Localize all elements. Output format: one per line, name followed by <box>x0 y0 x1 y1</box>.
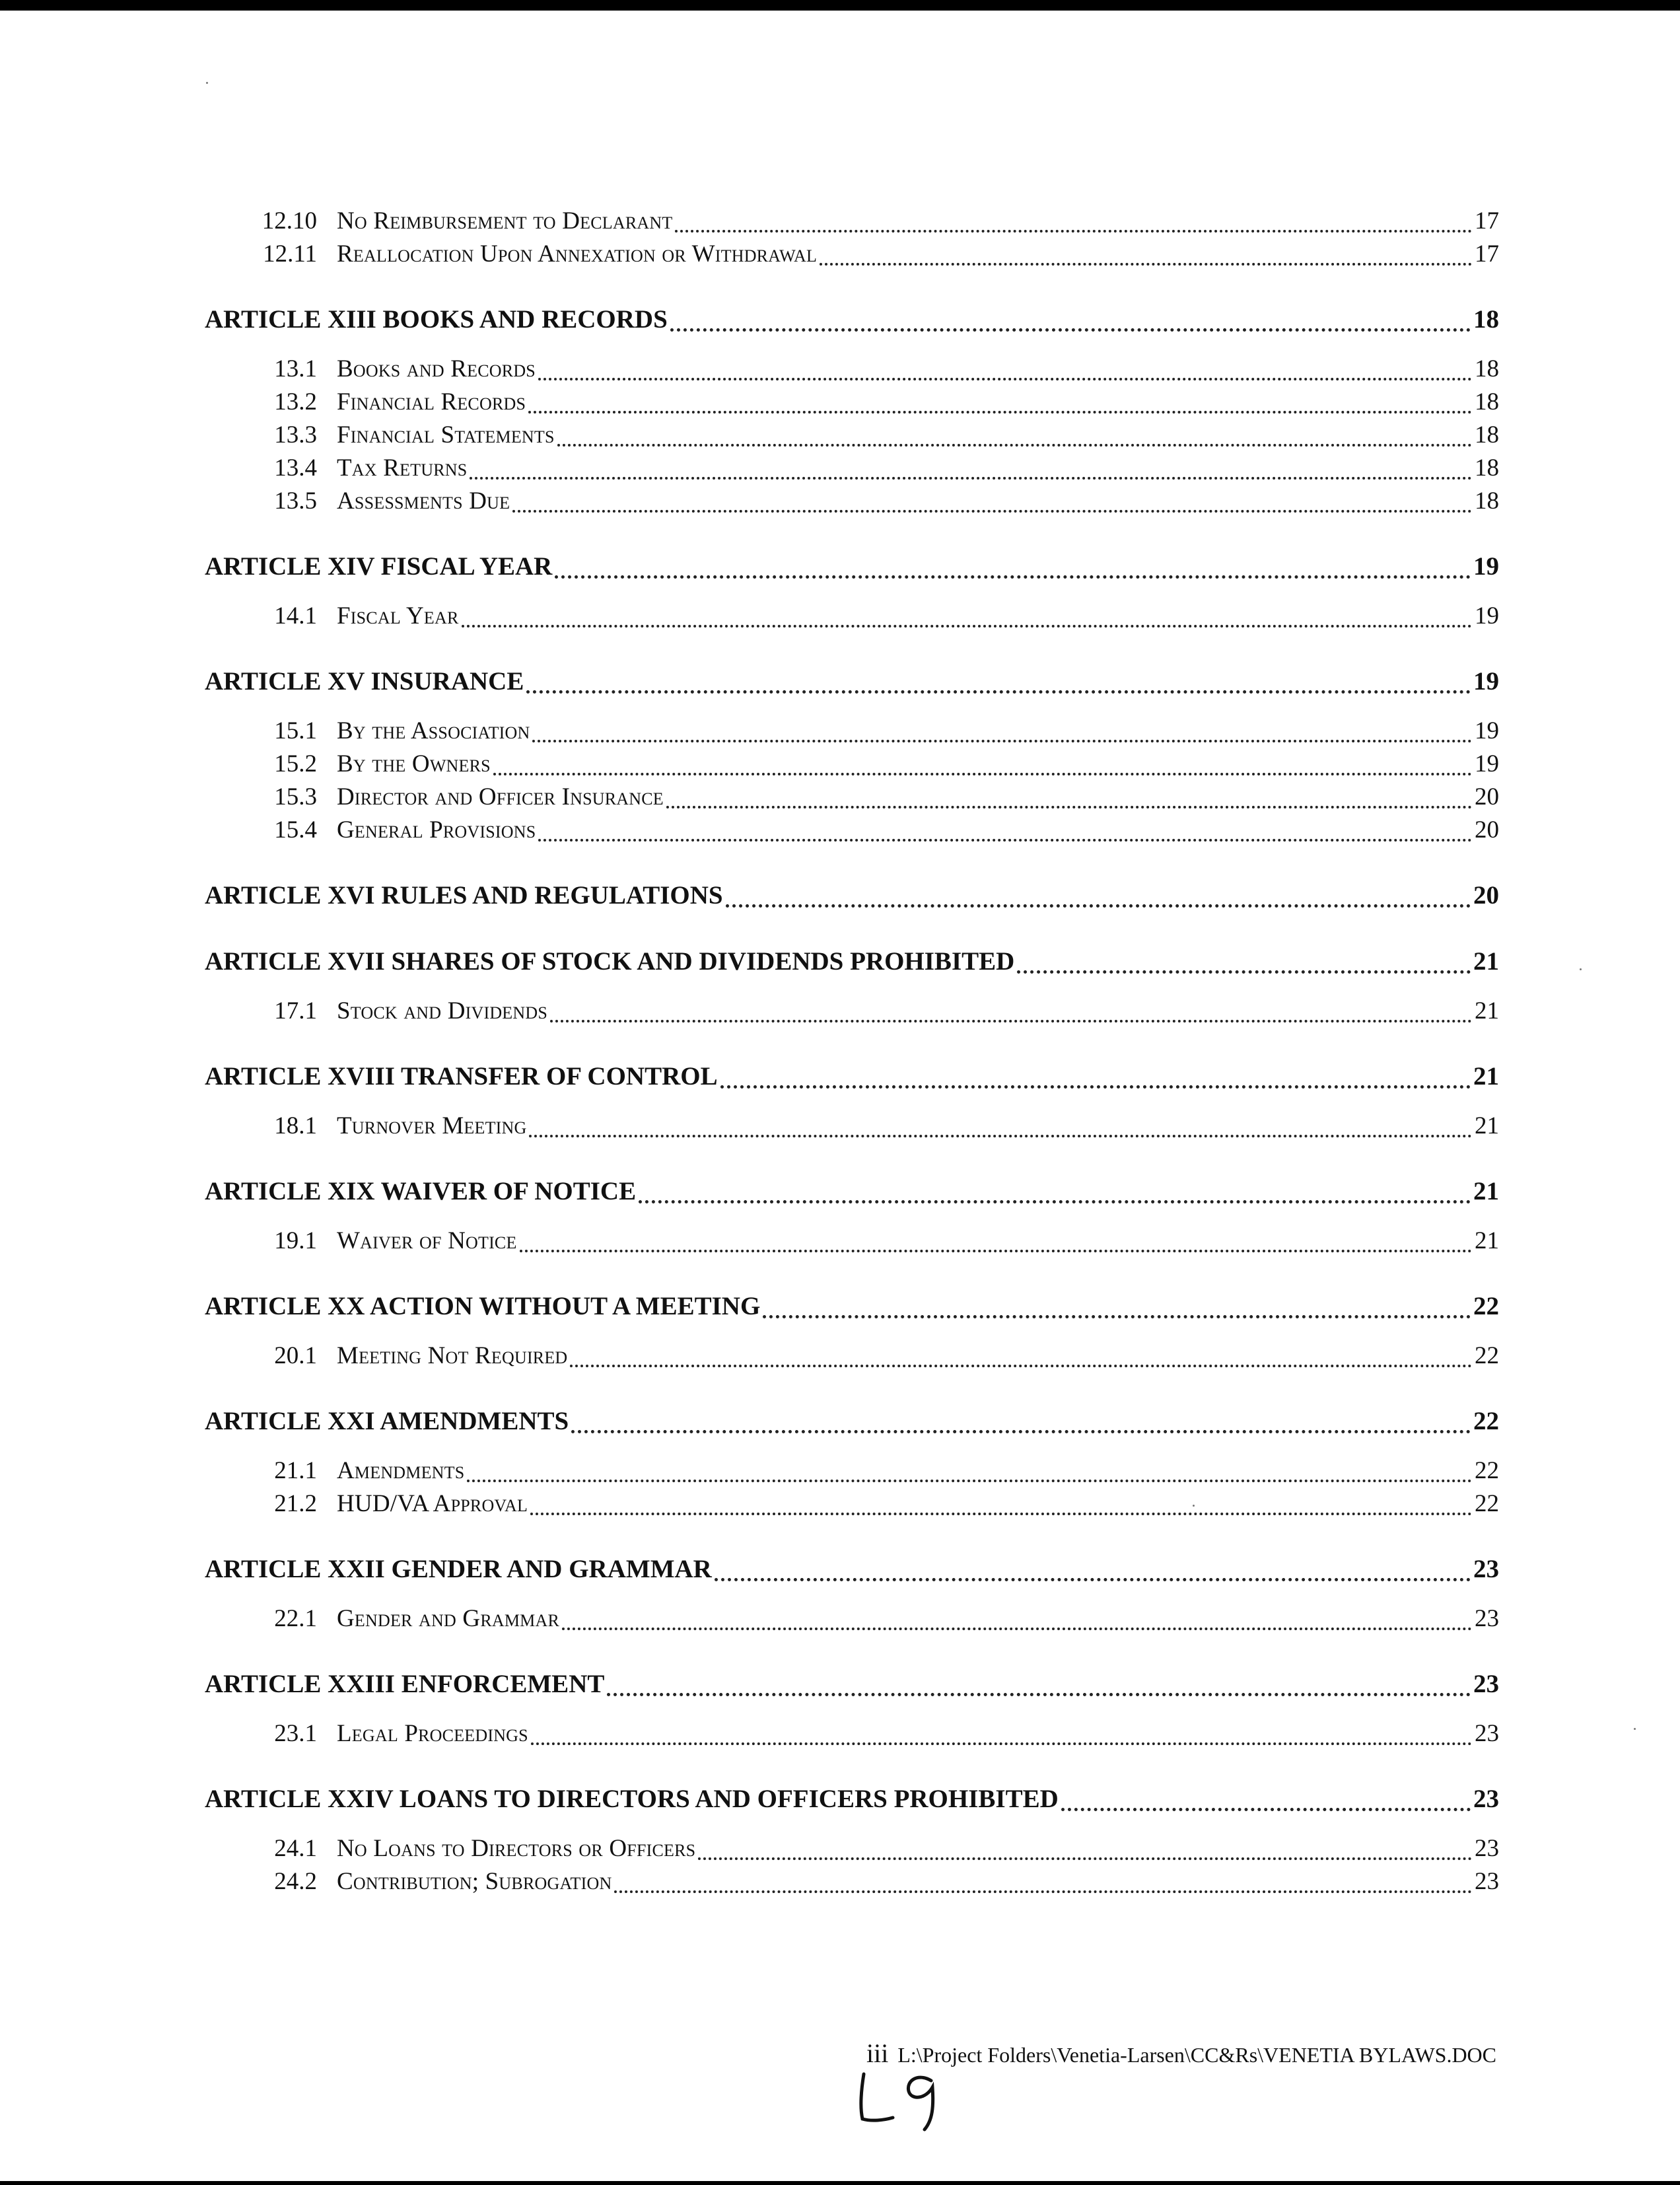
page-number: 20 <box>1475 816 1499 843</box>
page-number: 22 <box>1475 1490 1499 1517</box>
dot-leader <box>531 1725 1472 1745</box>
toc-section-entry <box>205 807 1499 847</box>
section-title: HUD/VA Approval <box>337 1490 528 1517</box>
dot-leader <box>726 888 1471 908</box>
section-title: Legal Proceedings <box>337 1720 528 1747</box>
dot-leader <box>820 246 1472 266</box>
page-number: 19 <box>1473 552 1499 581</box>
section-title: By the Owners <box>337 750 491 777</box>
section-number: 14.1 <box>274 602 317 629</box>
dot-leader <box>763 1299 1471 1318</box>
page-number: 22 <box>1475 1342 1499 1369</box>
toc-section-entry <box>205 1333 1499 1373</box>
section-number: 24.1 <box>274 1835 317 1862</box>
section-number: 20.1 <box>274 1342 317 1369</box>
section-number: 13.5 <box>274 487 317 515</box>
page-number: 21 <box>1475 997 1499 1024</box>
scan-top-border <box>0 0 1680 11</box>
toc-section-entry <box>205 1596 1499 1635</box>
page-number: 18 <box>1475 421 1499 448</box>
toc-section-entry <box>205 1218 1499 1258</box>
section-title: No Loans to Directors or Officers <box>337 1835 696 1862</box>
section-title: Books and Records <box>337 355 536 382</box>
page-number: 17 <box>1475 240 1499 268</box>
article-title: ARTICLE XXI AMENDMENTS <box>205 1407 569 1435</box>
section-title: Waiver of Notice <box>337 1227 517 1254</box>
article-title: ARTICLE XXIV LOANS TO DIRECTORS AND OFFICERS PROHIBITED <box>205 1785 1059 1813</box>
toc-article-entry <box>205 1777 1499 1816</box>
dot-leader <box>538 822 1472 842</box>
dot-leader <box>666 789 1472 808</box>
dot-leader <box>512 493 1472 513</box>
page-number: 23 <box>1475 1868 1499 1895</box>
dot-leader <box>467 1462 1472 1482</box>
dot-leader <box>555 559 1471 579</box>
article-title: ARTICLE XIX WAIVER OF NOTICE <box>205 1177 637 1205</box>
page-number: 18 <box>1475 355 1499 382</box>
section-title: Reallocation Upon Annexation or Withdrawal <box>337 240 818 268</box>
section-title: Financial Statements <box>337 421 555 448</box>
page-number: 21 <box>1473 1177 1499 1205</box>
toc-section-entry <box>205 593 1499 633</box>
dot-leader <box>720 1069 1471 1089</box>
dot-leader <box>607 1676 1471 1696</box>
section-title: Gender and Grammar <box>337 1605 560 1632</box>
dot-leader <box>528 394 1472 413</box>
article-title: ARTICLE XV INSURANCE <box>205 667 524 696</box>
section-number: 13.2 <box>274 388 317 415</box>
page-number: 23 <box>1473 1670 1499 1698</box>
section-title: Fiscal Year <box>337 602 459 629</box>
dot-leader <box>530 1495 1472 1515</box>
section-number: 12.10 <box>262 207 317 234</box>
dot-leader <box>675 213 1472 233</box>
scan-speck <box>206 82 208 84</box>
article-title: ARTICLE XVIII TRANSFER OF CONTROL <box>205 1062 718 1091</box>
section-title: General Provisions <box>337 816 536 843</box>
section-title: Financial Records <box>337 388 526 415</box>
section-number: 15.1 <box>274 717 317 744</box>
page-number: 19 <box>1475 750 1499 777</box>
page-number: 20 <box>1473 881 1499 910</box>
page-number: 19 <box>1475 717 1499 744</box>
article-title: ARTICLE XIV FISCAL YEAR <box>205 552 553 581</box>
scan-bottom-border <box>0 2181 1680 2185</box>
dot-leader <box>493 756 1472 775</box>
article-title: ARTICLE XVI RULES AND REGULATIONS <box>205 881 723 910</box>
toc-article-entry <box>205 1284 1499 1324</box>
dot-leader <box>462 608 1473 627</box>
dot-leader <box>520 1233 1472 1252</box>
page-number: 19 <box>1475 602 1499 629</box>
dot-leader <box>698 1840 1472 1860</box>
dot-leader <box>470 460 1472 480</box>
section-title: By the Association <box>337 717 530 744</box>
dot-leader <box>550 1003 1472 1022</box>
toc-section-entry <box>205 988 1499 1028</box>
dot-leader <box>670 312 1471 332</box>
page-number: 23 <box>1475 1720 1499 1747</box>
article-title: ARTICLE XXII GENDER AND GRAMMAR <box>205 1555 712 1583</box>
footer-page-number: iii <box>866 2038 889 2068</box>
dot-leader <box>557 427 1472 447</box>
dot-leader <box>526 674 1471 694</box>
article-title: ARTICLE XIII BOOKS AND RECORDS <box>205 305 668 334</box>
page-number: 20 <box>1475 783 1499 810</box>
page-number: 23 <box>1473 1785 1499 1813</box>
section-number: 12.11 <box>263 240 317 268</box>
toc-article-entry <box>205 1547 1499 1587</box>
article-title: ARTICLE XX ACTION WITHOUT A MEETING <box>205 1292 761 1320</box>
article-title: ARTICLE XXIII ENFORCEMENT <box>205 1670 605 1698</box>
footer-file-path: L:\Project Folders\Venetia-Larsen\CC&Rs\VENETIA BYLAWS.DOC <box>897 2043 1496 2067</box>
page-number: 18 <box>1475 487 1499 515</box>
toc-article-entry <box>205 1054 1499 1094</box>
page-number: 22 <box>1473 1407 1499 1435</box>
toc-article-entry <box>205 873 1499 913</box>
toc-section-entry <box>205 1859 1499 1898</box>
dot-leader <box>1061 1791 1471 1811</box>
toc-section-entry <box>205 1711 1499 1750</box>
section-number: 13.3 <box>274 421 317 448</box>
scan-speck <box>1580 968 1582 970</box>
page-number: 23 <box>1475 1835 1499 1862</box>
dot-leader <box>1017 954 1471 974</box>
table-of-contents <box>205 198 1499 1955</box>
section-number: 21.2 <box>274 1490 317 1517</box>
page-number: 22 <box>1475 1457 1499 1484</box>
section-title: Meeting Not Required <box>337 1342 568 1369</box>
dot-leader <box>639 1184 1471 1203</box>
section-number: 15.2 <box>274 750 317 777</box>
page-number: 19 <box>1473 667 1499 696</box>
page-number: 22 <box>1473 1292 1499 1320</box>
handwritten-page-number <box>852 2061 958 2133</box>
section-title: Turnover Meeting <box>337 1112 527 1139</box>
section-title: Tax Returns <box>337 454 468 482</box>
page-number: 18 <box>1473 305 1499 334</box>
toc-article-entry <box>205 939 1499 979</box>
section-title: Amendments <box>337 1457 465 1484</box>
section-title: No Reimbursement to Declarant <box>337 207 673 234</box>
page-number: 21 <box>1473 1062 1499 1091</box>
page-number: 23 <box>1473 1555 1499 1583</box>
toc-section-entry <box>205 231 1499 271</box>
dot-leader <box>571 1414 1471 1433</box>
section-number: 18.1 <box>274 1112 317 1139</box>
toc-article-entry <box>205 297 1499 337</box>
section-number: 23.1 <box>274 1720 317 1747</box>
section-number: 15.4 <box>274 816 317 843</box>
dot-leader <box>715 1561 1471 1581</box>
page-number: 21 <box>1473 947 1499 976</box>
section-title: Director and Officer Insurance <box>337 783 664 810</box>
toc-section-entry <box>205 478 1499 518</box>
section-number: 19.1 <box>274 1227 317 1254</box>
section-number: 21.1 <box>274 1457 317 1484</box>
section-number: 13.4 <box>274 454 317 482</box>
dot-leader <box>538 361 1472 380</box>
dot-leader <box>532 723 1472 742</box>
toc-section-entry <box>205 1481 1499 1521</box>
scan-speck <box>1634 1728 1636 1730</box>
section-number: 15.3 <box>274 783 317 810</box>
page-number: 23 <box>1475 1605 1499 1632</box>
toc-article-entry <box>205 1399 1499 1439</box>
section-number: 13.1 <box>274 355 317 382</box>
page-number: 17 <box>1475 207 1499 234</box>
dot-leader <box>529 1118 1472 1137</box>
section-number: 24.2 <box>274 1868 317 1895</box>
page-number: 18 <box>1475 388 1499 415</box>
article-title: ARTICLE XVII SHARES OF STOCK AND DIVIDENDS PROHIBITED <box>205 947 1015 976</box>
section-title: Assessments Due <box>337 487 510 515</box>
section-number: 17.1 <box>274 997 317 1024</box>
toc-article-entry <box>205 659 1499 699</box>
section-number: 22.1 <box>274 1605 317 1632</box>
toc-section-entry <box>205 1103 1499 1143</box>
toc-article-entry <box>205 544 1499 584</box>
page-footer <box>866 2038 1496 2069</box>
section-title: Contribution; Subrogation <box>337 1868 612 1895</box>
dot-leader <box>562 1610 1472 1630</box>
section-title: Stock and Dividends <box>337 997 547 1024</box>
toc-article-entry <box>205 1169 1499 1209</box>
toc-article-entry <box>205 1662 1499 1701</box>
page-number: 21 <box>1475 1112 1499 1139</box>
page-number: 18 <box>1475 454 1499 482</box>
page-number: 21 <box>1475 1227 1499 1254</box>
dot-leader <box>614 1873 1472 1893</box>
dot-leader <box>570 1347 1472 1367</box>
